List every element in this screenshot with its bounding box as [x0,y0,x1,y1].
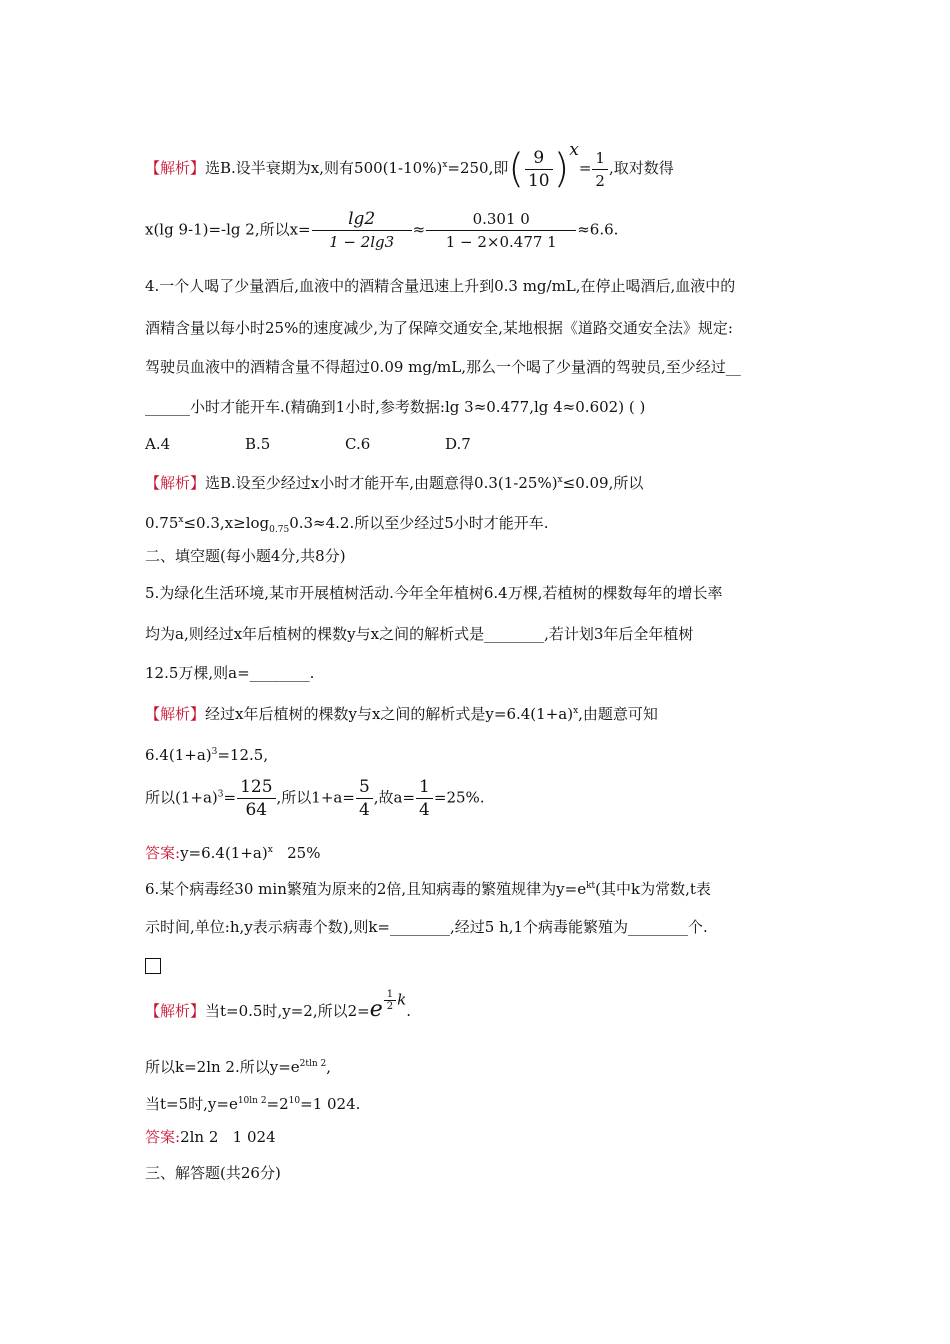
option-d[interactable]: D.7 [445,435,471,453]
solution-tag: 【解析】 [145,159,206,177]
fraction-1-4: $\frac{1}{4}$ [416,776,433,821]
q5-line1: 5.为绿化生活环境,某市开展植树活动.今年全年植树6.4万棵,若植树的棵数每年的增长率 [145,584,723,602]
q3-solution-line1: 【解析】选B.设半衰期为x,则有$500(1-10\%)^x=250$,即( $\frac{9}{10}$ )x= $\frac{1}{2}$ ,取对数得 [145,140,674,192]
section-heading-2: 二、填空题(每小题4分,共8分) [145,547,346,565]
q3-solution-line2: x(lg 9-1)=-lg 2,所以x= $\frac{\lg 2}{1 - 2\lg 3}$ ≈ $\frac{0.301 0}{1 - 2\times 0.477 1}$ ≈6.6. [145,209,619,251]
solution-tag: 【解析】 [145,1002,206,1020]
option-c[interactable]: C.6 [345,435,371,453]
answer-tag: 答案: [145,844,181,862]
q4-line3: 驾驶员血液中的酒精含量不得超过0.09 mg/mL,那么一个喝了少量酒的驾驶员,至少经过__ [145,358,741,376]
fraction-numeric: $\frac{0.301 0}{1 - 2\times 0.477 1}$ [426,208,576,253]
q6-line1: 6.某个病毒经30 min繁殖为原来的2倍,且知病毒的繁殖规律为$y=e^{kt}$(其中k为常数,t表 [145,880,711,898]
answer-tag: 答案: [145,1128,181,1146]
q4-line2: 酒精含量以每小时25%的速度减少,为了保障交通安全,某地根据《道路交通安全法》规定: [145,319,733,337]
q4-solution-line1: 【解析】选B.设至少经过x小时才能开车,由题意得$0.3(1-25\%)^x\le 0.09$,所以 [145,474,644,492]
q5-solution-line2: $6.4(1+a)^3=12.5$, [145,746,269,764]
fraction-9-10: $\frac{9}{10}$ [525,147,553,192]
q6-line2: 示时间,单位:h,y表示病毒个数),则k=________,经过5 h,1个病毒能繁殖为________个. [145,918,708,936]
option-b[interactable]: B.5 [245,435,271,453]
q6-solution-line1: 【解析】当t=0.5时,y=2,所以2=e $\frac{1}{2}$ k. [145,988,411,1022]
solution-tag: 【解析】 [145,705,206,723]
q5-line2: 均为a,则经过x年后植树的棵数y与x之间的解析式是________,若计划3年后全年植树 [145,625,694,643]
q5-solution-line1: 【解析】经过x年后植树的棵数y与x之间的解析式是$y=6.4(1+a)^x$,由题意可知 [145,705,658,723]
fraction-125-64: $\frac{125}{64}$ [237,776,275,821]
q5-answer: 答案$:y=6.4(1+a)^x$ 25% [145,844,321,862]
solution-tag: 【解析】 [145,474,206,492]
q4-line1: 4.一个人喝了少量酒后,血液中的酒精含量迅速上升到0.3 mg/mL,在停止喝酒后,血液中的 [145,277,736,295]
q5-solution-line3: 所以$(1+a)^3=$ $\frac{125}{64}$ ,所以1+a= $\frac{5}{4}$ ,故a= $\frac{1}{4}$ =25%. [145,777,485,820]
checkbox[interactable] [145,958,161,974]
fraction-1-2: $\frac{1}{2}$ [592,147,608,192]
fraction-5-4: $\frac{5}{4}$ [356,776,373,821]
q6-solution-line3: 当t=5时$,y=e^{10ln 2}=2^{10}=1$ 024. [145,1095,361,1113]
q4-solution-line2: $0.75^x\le 0.3,x\ge\log_{0.75}0.3\approx 4.2$.所以至少经过5小时才能开车. [145,514,549,535]
q6-answer: 答案:2ln 2 1 024 [145,1128,276,1146]
fraction-lg2: $\frac{\lg 2}{1 - 2\lg 3}$ [312,208,412,253]
exponent-fraction: $\frac{1}{2}$ [384,989,396,1012]
q5-line3: 12.5万棵,则a=________. [145,664,315,682]
q4-options [145,434,810,454]
q4-line4: ______小时才能开车.(精确到1小时,参考数据:lg 3≈0.477,lg 4≈0.602) ( ) [145,398,646,416]
section-heading-3: 三、解答题(共26分) [145,1164,281,1182]
option-a[interactable]: A.4 [145,435,171,453]
q6-solution-line2: 所以k=2ln 2.所以$y=e^{2tln 2}$, [145,1058,332,1076]
